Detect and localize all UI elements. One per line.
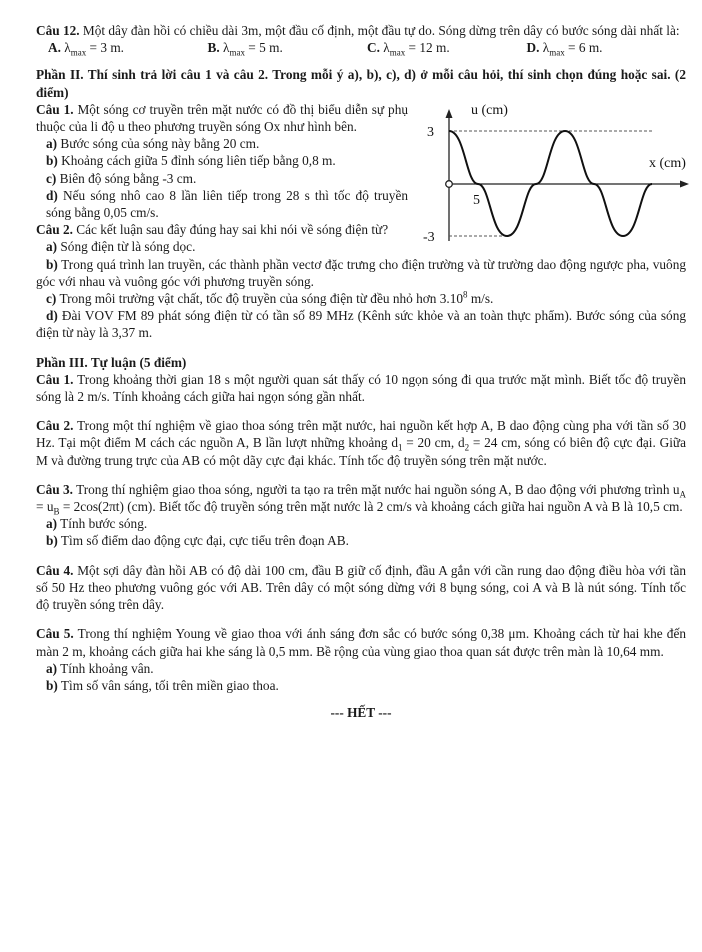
part3-q5-label: Câu 5. (36, 626, 74, 642)
part3-q2-label: Câu 2. (36, 418, 74, 434)
part3-q2-text: Trong một thí nghiệm về giao thoa sóng trên mặt nước, hai nguồn kết hợp A, B dao động cùng pha với tần số 30 Hz. Tại một điểm M cách các nguồn A, B lần lượt những khoảng d (36, 418, 686, 451)
lambda-symbol: λ (223, 40, 230, 56)
item-key: b) (46, 533, 58, 549)
part3-q5-item-b (36, 677, 686, 694)
lambda-symbol: λ (64, 40, 71, 56)
option-value: = 3 m. (86, 40, 125, 56)
item-text: Tìm số vân sáng, tối trên miền giao thoa. (60, 677, 279, 693)
part3-q3-item-a (36, 515, 686, 532)
part3-q3-item-b (36, 532, 686, 549)
q12-paragraph (36, 22, 686, 39)
item-key: c) (46, 170, 57, 186)
q12-option-d (527, 39, 687, 56)
part2-q1-block (36, 101, 686, 239)
part3-q2-paragraph (36, 417, 686, 469)
option-key: B. (207, 40, 220, 56)
part2-q2-item-a (36, 238, 686, 255)
item-key: c) (46, 291, 57, 307)
item-sup: 8 (463, 289, 468, 300)
graph-xlabel: x (cm) (649, 155, 686, 171)
item-text: Trong quá trình lan truyền, các thành phần vectơ đặc trưng cho điện trường và từ trường dao động ngược pha, vuông góc với nhau và vuông góc với phương truyền sóng. (36, 256, 686, 289)
part2-q1-item-c (36, 170, 408, 187)
option-value: = 12 m. (405, 40, 450, 56)
part3-q1-paragraph (36, 371, 686, 405)
q12-options (36, 39, 686, 56)
part2-q1-label: Câu 1. (36, 101, 74, 117)
wave-graph (421, 101, 691, 241)
part3-q3-text: Trong thí nghiệm giao thoa sóng, người ta tạo ra trên mặt nước hai nguồn sóng A, B dao động với phương trình u (76, 481, 680, 497)
part3-q4-paragraph (36, 562, 686, 614)
part2-q1-item-b (36, 152, 408, 169)
q12-option-c (367, 39, 527, 56)
part2-q1-paragraph (36, 101, 408, 135)
item-key: a) (46, 660, 58, 676)
part2-q1-item-d (36, 187, 408, 221)
option-key: D. (526, 40, 540, 56)
part3-q2-text-c: = 24 cm, sóng có biên độ cực đại. Giữa M và đường trung trực của AB có một dãy cực đại khác. Tính tốc độ truyền sóng trên mặt nước. (36, 435, 686, 468)
lambda-sub: max (549, 47, 565, 58)
part2-q1-text: Một sóng cơ truyền trên mặt nước có đồ thị biểu diễn sự phụ thuộc của li độ u theo phương truyền sóng Ox như hình bên. (36, 101, 408, 135)
x-axis-arrow-icon (680, 180, 689, 187)
graph-ylabel: u (cm) (471, 102, 508, 118)
item-key: a) (46, 136, 58, 152)
origin-marker (446, 181, 453, 188)
part3-q3-label: Câu 3. (36, 481, 73, 497)
lambda-sub: max (389, 47, 406, 58)
part3-q5-text: Trong thí nghiệm Young về giao thoa với ánh sáng đơn sắc có bước sóng 0,38 μm. Khoảng cách từ hai khe đến màn 2 m, khoảng cách giữa hai khe sáng là 0,5 mm. Bề rộng của vùng giao thoa quan sát được trên màn là 10,64 mm. (36, 626, 687, 659)
exam-page (36, 22, 686, 721)
part3-q1-label: Câu 1. (36, 371, 74, 387)
part2-q2-item-b (36, 256, 686, 290)
q12-option-a (48, 39, 208, 56)
q12-text: Một dây đàn hồi có chiều dài 3m, một đầu cố định, một đầu tự do. Sóng dừng trên dây có bước sóng dài nhất là: (82, 23, 680, 38)
end-marker: --- HẾT --- (330, 705, 392, 721)
part2-q1-item-a (36, 135, 408, 152)
part3-q3-text-c: = 2cos(2πt) (cm). Biết tốc độ truyền sóng trên mặt nước là 2 cm/s và khoảng cách giữa hai nguồn A và B là 10,5 cm. (59, 499, 683, 515)
ub-sub: B (53, 506, 60, 517)
item-text: Nếu sóng nhô cao 8 lần liên tiếp trong 28 s thì tốc độ truyền sóng bằng 0,05 cm/s. (46, 187, 408, 221)
option-value: = 6 m. (564, 40, 603, 56)
part2-q2-paragraph (36, 221, 408, 238)
item-key: d) (46, 308, 58, 324)
part3-q5-item-a (36, 660, 686, 677)
lambda-symbol: λ (383, 40, 390, 56)
part2-q2-text: Các kết luận sau đây đúng hay sai khi nói về sóng điện từ? (76, 222, 389, 238)
item-text: Đài VOV FM 89 phát sóng điện từ có tần số 89 MHz (Kênh sức khỏe và an toàn thực phẩm). Bước sóng của sóng điện từ này là 3,37 m. (36, 308, 687, 341)
q12-label: Câu 12. (36, 23, 80, 38)
part2-q2-label: Câu 2. (36, 222, 73, 238)
part3-q2-text-b: = 20 cm, d (402, 435, 465, 451)
part3-heading: Phần III. Tự luận (5 điểm) (36, 354, 187, 370)
part2-q2-item-d (36, 307, 686, 341)
part3-q3-text-b: = u (36, 499, 54, 515)
item-text: Sóng điện từ là sóng dọc. (60, 239, 196, 255)
item-key: a) (46, 516, 58, 532)
option-value: = 5 m. (244, 40, 283, 56)
lambda-sub: max (229, 47, 245, 58)
part2-q2-item-c (36, 290, 686, 307)
item-key: a) (46, 239, 58, 255)
graph-x-tick-label: 5 (473, 192, 480, 208)
item-text: Tính khoảng vân. (60, 660, 154, 676)
part3-q5-paragraph (36, 625, 686, 659)
part2-heading: Phần II. Thí sinh trả lời câu 1 và câu 2. Trong mỗi ý a), b), c), d) ở mỗi câu hỏi, thí sinh chọn đúng hoặc sai. (2 điểm) (36, 67, 686, 100)
part3-q3-paragraph (36, 481, 686, 515)
ua-sub: A (679, 489, 686, 500)
item-text: Trong môi trường vật chất, tốc độ truyền của sóng điện từ đều nhỏ hơn 3.10 (59, 291, 464, 307)
item-text: Khoảng cách giữa 5 đỉnh sóng liên tiếp bằng 0,8 m. (61, 153, 336, 169)
item-key: d) (46, 187, 58, 203)
item-text-end: m/s. (467, 291, 494, 307)
part3-q4-label: Câu 4. (36, 562, 74, 578)
lambda-sub: max (70, 47, 87, 58)
d2-sub: 2 (464, 443, 470, 454)
item-text: Bước sóng của sóng này bằng 20 cm. (60, 136, 260, 152)
item-key: b) (46, 256, 58, 272)
item-text: Biên độ sóng bằng -3 cm. (59, 170, 197, 186)
part3-q4-text: Một sợi dây đàn hồi AB có độ dài 100 cm, đầu B giữ cố định, đầu A gắn với cần rung dao động điều hòa với tần số 50 Hz theo phương vuông góc với AB. Trên dây có một sóng dừng với 8 bụng sóng, coi A và B là nút sóng. Tính tốc độ truyền sóng trên dây. (36, 562, 686, 613)
option-key: A. (48, 40, 61, 56)
item-key: b) (46, 677, 58, 693)
item-key: b) (46, 153, 58, 169)
y-axis-arrow-icon (446, 109, 453, 118)
graph-y-bottom-label: -3 (423, 229, 435, 241)
item-text: Tìm số điểm dao động cực đại, cực tiểu trên đoạn AB. (60, 533, 349, 549)
part3-q1-text: Trong khoảng thời gian 18 s một người quan sát thấy có 10 ngọn sóng đi qua trước mặt mình. Biết tốc độ truyền sóng là 2 m/s. Tính khoảng cách giữa hai ngọn sóng gần nhất. (36, 371, 686, 405)
lambda-symbol: λ (542, 40, 550, 56)
d1-sub: 1 (398, 443, 403, 454)
graph-y-top-label: 3 (427, 124, 434, 140)
q12-option-b (208, 39, 368, 56)
option-key: C. (367, 40, 380, 56)
item-text: Tính bước sóng. (60, 516, 148, 532)
